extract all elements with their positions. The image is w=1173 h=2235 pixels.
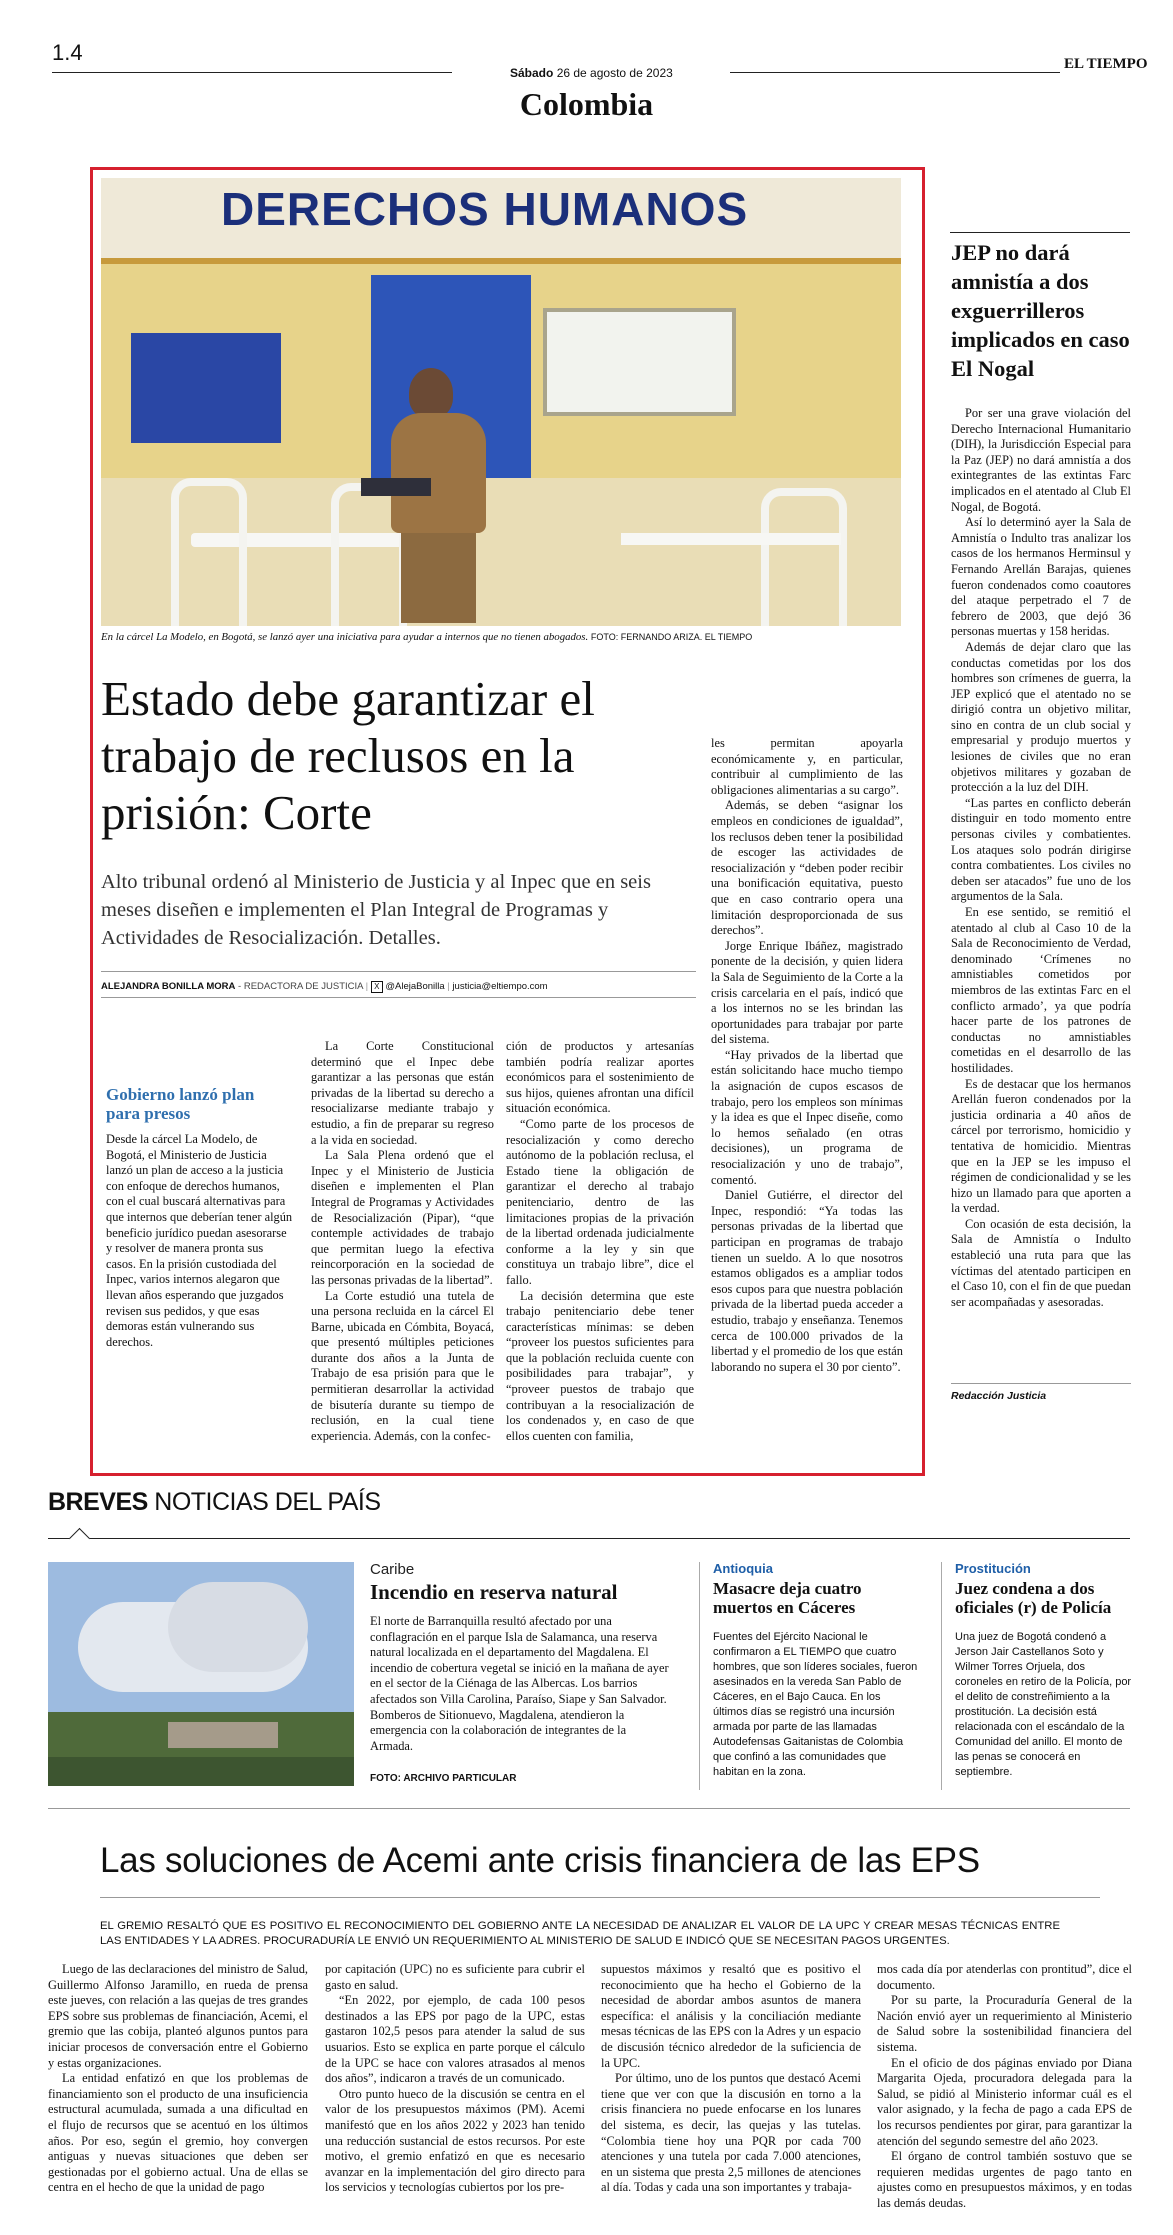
paragraph: La decisión determina que este trabajo penitenciario debe tener características mínimas: se deben “proveer los puestos suficientes para que la población recluida cuente con posibilidades para trabajar”, y “proveer puestos de trabajo que contribuyan a la resocialización de los condenados y, en caso de que ellos cuenten con familia, <box>506 1288 694 1443</box>
bottom-article-rule <box>48 1808 1130 1809</box>
breves-label-light: NOTICIAS DEL PAÍS <box>154 1488 381 1516</box>
paragraph: Con ocasión de esta decisión, la Sala de Amnistía o Indulto estableció una ruta para que las víctimas del atentado participen en el Caso 10, con el fin de que puedan ser acompañadas y asesoradas. <box>951 1216 1131 1309</box>
section-title: Colombia <box>519 86 654 122</box>
right-column-text <box>951 406 1131 1310</box>
signature-rule <box>951 1383 1131 1384</box>
paragraph: mos cada día por atenderlas con prontitud”, dice el documento. <box>877 1962 1132 1992</box>
bottom-headline-rule <box>100 1897 1100 1898</box>
breve-text-2: Fuentes del Ejército Nacional le confirmaron a EL TIEMPO que cuatro hombres, que son líderes sociales, fueron asesinados en la vereda San Pablo de Cáceres, en el Bajo Cauca. En los últimos días se registró una incursión armada por parte de las llamadas Autodefensas Gaitanistas de Colombia que confinó a las comunidades que habitan en la zona. <box>713 1631 918 1778</box>
right-signature: Redacción Justicia <box>951 1390 1047 1402</box>
bottom-column-1 <box>48 1962 308 2196</box>
paragraph: les permitan apoyarla económicamente y, en particular, contribuir al cumplimiento de las obligaciones alimentarias a su cargo”. <box>711 736 903 797</box>
main-headline: Estado debe garantizar el trabajo de reclusos en la prisión: Corte <box>101 671 595 840</box>
byline-name: ALEJANDRA BONILLA MORA <box>101 981 236 992</box>
paragraph: El órgano de control también sostuvo que se requieren medidas urgentes de pago tanto en ajustes como en presupuestos máximos, y en todas las demás deudas. <box>877 2149 1132 2210</box>
paragraph: Luego de las declaraciones del ministro de Salud, Guillermo Alfonso Jaramillo, en rueda de prensa este jueves, con relación a las quejas de tres grandes EPS sobre sus problemas de financiación, Acemi, el gremio que las cobija, planteó algunos puntos para iniciar procesos de conversación entre el Gobierno y estas organizaciones. <box>48 1962 308 2070</box>
paragraph: supuestos máximos y resaltó que es positivo el reconocimiento que ha hecho el Gobierno de la necesidad de abordar ambos asuntos de manera específica: el análisis y la conciliación mediante mesas técnicas de las EPS con la Adres y un espacio de discusión técnico alrededor de la suficiencia de la UPC. <box>601 1962 861 2070</box>
breve-region-1: Caribe <box>370 1561 415 1578</box>
date-rest: 26 de agosto de 2023 <box>556 66 673 80</box>
right-column-rule <box>950 232 1130 233</box>
breve-region-2: Antioquia <box>713 1561 773 1576</box>
paragraph: Por último, uno de los puntos que destacó Acemi tiene que ver con que la discusión en torno a la crisis financiera no puede enfocarse en los lunares del sistema, es decir, las quejas y las tutelas. “Colombia tiene hoy una PQR por cada 700 atenciones y una tutela por cada 7.000 atenciones, en un sistema que presta 2,5 millones de atenciones al día. Todas y cada una son importantes y trabaja- <box>601 2071 861 2195</box>
paragraph: “Como parte de los procesos de resocialización y como derecho autónomo de la población reclusa, el Estado tiene la obligación de garantizar el derecho al trabajo penitenciario, dentro de las limitaciones propias de la privación de la libertad ordenada judicialmente conforme a la ley y sin que constituya un trabajo libre”, dice el fallo. <box>506 1116 694 1287</box>
breve-text-1: El norte de Barranquilla resultó afectado por una conflagración en el parque Isla de Salamanca, una reserva natural localizada en el departamento del Magdalena. El incendio de cobertura vegetal se inició en la mañana de ayer en el sector de la Ciénaga de las Albercas. Los barrios afectados son Villa Carolina, Paraíso, Siape y San Salvador. Bomberos de Sitionuevo, Magdalena, atendieron la emergencia con la colaboración de integrantes de la Armada. <box>370 1614 669 1753</box>
paragraph: En el oficio de dos páginas enviado por Diana Margarita Ojeda, procuradora delegada para la Salud, se pidió al Ministerio informar cuál es el valor asignado, y la fecha de pago a cada EPS de los recursos pendientes por girar, para garantizar la atención del segundo semestre del año 2023. <box>877 2055 1132 2148</box>
paragraph: Es de destacar que los hermanos Arellán fueron condenados por la justicia ordinaria a 40 años de cárcel por terrorismo, homicidio y tentativa de homicidio. Mientras que en la JEP se les impuso el régimen de condicionalidad y se les hizo un llamado para que aporten a la verdad. <box>951 1076 1131 1216</box>
paragraph: “Las partes en conflicto deberán distinguir en todo momento entre personas civiles y combatientes. Los ataques solo podrán dirigirse contra combatientes. Los civiles no deben ser atacados” fue uno de los argumentos de la Sala. <box>951 795 1131 904</box>
byline-rule <box>101 971 696 972</box>
paragraph: Jorge Enrique Ibáñez, magistrado ponente de la decisión, y quien lidera la Sala de Seguimiento de la Corte a la crisis carcelaria en el país, indicó que a los internos no se les brindan las oportunidades para trabajar por parte del sistema. <box>711 938 903 1047</box>
paragraph: La Sala Plena ordenó que el Inpec y el Ministerio de Justicia diseñen e implementen el Plan Integral de Programas y Actividades de Resocialización (Pipar), “que contemple actividades de trabajo que permitan luego la efectiva reincorporación en la sociedad de las personas privadas de la libertad”. <box>311 1148 494 1287</box>
page-number: 1.4 <box>52 40 83 65</box>
paragraph: Daniel Gutiérre, el director del Inpec, respondió: “Ya todas las personas privadas de la libertad que participan en programas de trabajo tienen un sueldo. A lo que nosotros estamos obligados es a ampliar todos esos cupos para que nuestra población privada de la libertad pueda acceder a estudio, trabajo y enseñanza. Tenemos cerca de 100.000 privados de la libertad y el promedio de los que están laborando no supera el 30 por ciento”. <box>711 1188 903 1374</box>
breves-label-bold: BREVES <box>48 1488 148 1516</box>
breves-notch <box>69 1528 90 1549</box>
paragraph: En ese sentido, se remitió el atentado al club al Caso 10 de la Sala de Reconocimiento de Verdad, denominado ‘Crímenes no amnistiables cometidos por miembros de las extintas Farc en el conflicto armado’, ya que podría hacer parte de los patrones de conductas no amnistiables cometidas en el desarrollo de las hostilidades. <box>951 905 1131 1075</box>
caption-text: En la cárcel La Modelo, en Bogotá, se lanzó ayer una iniciativa para ayudar a internos que no tienen abogados. <box>101 631 589 643</box>
bottom-column-2 <box>325 1962 585 2196</box>
header-rule-left <box>52 72 452 73</box>
paragraph: La Corte estudió una tutela de una persona recluida en la cárcel El Barne, ubicada en Cómbita, Boyacá, que presentó múltiples peticiones durante dos años a la Junta de Trabajo de esa prisión para que le permitieran desarrollar la actividad de bisutería durante su tiempo de reclusión, en la cual tiene experiencia. Además, con la confec- <box>311 1288 494 1443</box>
breve-divider <box>699 1562 700 1790</box>
paragraph: Otro punto hueco de la discusión se centra en el valor de los presupuestos máximos (PM). Acemi manifestó que en los años 2022 y 2023 han tenido una reducción sustancial de estos recursos. Por este motivo, el gremio enfatizó en que es necesario avanzar en la implementación del giro directo para los servicios y tecnologías cubiertos por los pre- <box>325 2086 585 2195</box>
paragraph: La entidad enfatizó en que los problemas de financiamiento son el producto de una insuficiencia estructural acumulada, sumada a una dificultad en el flujo de recursos que se acentuó en los últimos años. Por eso, según el gremio, hoy convergen antiguas y nuevas situaciones que deben ser gestionadas por el gobierno actual. Una de ellas se centra en el hecho de que la unidad de pago <box>48 2071 308 2195</box>
byline: ALEJANDRA BONILLA MORA - REDACTORA DE JUSTICIA | X @AlejaBonilla | justicia@eltiempo.com <box>101 981 548 992</box>
caption-credit: FOTO: FERNANDO ARIZA. EL TIEMPO <box>590 632 753 642</box>
header-rule-right <box>730 72 1060 73</box>
paragraph: ción de productos y artesanías también podría realizar aportes económicos para el sostenimiento de sus hijos, quienes afrontan una difícil situación económica. <box>506 1039 694 1116</box>
breve-divider <box>941 1562 942 1790</box>
sidebar-text: Desde la cárcel La Modelo, de Bogotá, el Ministerio de Justicia lanzó un plan de acceso a la justicia con enfoque de derechos humanos, con el cual buscará alternativas para que internos que deberían tener algún beneficio jurídico puedan asesorarse y resolver de manera pronta sus casos. En la prisión custodiada del Inpec, varios internos alegaron que llevan años esperando que juzgados revisen sus pedidos, y que esas demoras están vulnerando sus derechos. <box>106 1132 293 1349</box>
byline-handle[interactable]: @AlejaBonilla <box>385 981 445 992</box>
breve-title-2: Masacre deja cuatro muertos en Cáceres <box>713 1579 862 1617</box>
bottom-headline: Las soluciones de Acemi ante crisis financiera de las EPS <box>100 1841 980 1880</box>
bottom-deck: EL GREMIO RESALTÓ QUE ES POSITIVO EL RECONOCIMIENTO DEL GOBIERNO ANTE LA NECESIDAD DE ANALIZAR EL VALOR DE LA UPC Y CREAR MESAS TÉCNICAS ENTRE LAS ENTIDADES Y LA ADRES. PROCURADURÍA LE ENVIÓ UN REQUERIMIENTO AL MINISTERIO DE SALUD E INDICÓ QUE SE NECESITAN PAGOS URGENTES. <box>100 1920 1060 1947</box>
breve-text-3: Una juez de Bogotá condenó a Jerson Jair Castellanos Soto y Wilmer Torres Orjuela, dos coroneles en retiro de la Policía, por el delito de constreñimiento a la prostitución. La decisión está relacionada con el escándalo de la Comunidad del anillo. El monto de las penas se conocerá en septiembre. <box>955 1631 1132 1778</box>
breve-region-3: Prostitución <box>955 1561 1031 1576</box>
breves-rule <box>48 1538 1130 1539</box>
paragraph: Además, se deben “asignar los empleos en condiciones de igualdad”, los reclusos deben tener la posibilidad de escoger las actividades de resocialización y “deben poder recibir una bonificación equitativa, puesto que en caso contrario opera una limitación desproporcionada de sus derechos”. <box>711 798 903 938</box>
right-headline: JEP no dará amnistía a dos exguerrilleros implicados en caso El Nogal <box>951 240 1130 381</box>
byline-role: - REDACTORA DE JUSTICIA <box>235 981 363 992</box>
photo-sign-text: DERECHOS HUMANOS <box>221 183 749 235</box>
byline-email[interactable]: justicia@eltiempo.com <box>452 981 548 992</box>
date-day: Sábado <box>510 66 554 80</box>
x-icon: X <box>371 981 383 993</box>
paragraph: La Corte Constitucional determinó que el Inpec debe garantizar a las personas que están privadas de la libertad su derecho a resocializarse mediante trabajo y estudio, a fin de preparar su regreso a la vida en sociedad. <box>311 1039 494 1147</box>
bottom-column-3 <box>601 1962 861 2196</box>
paragraph: Por su parte, la Procuraduría General de la Nación envió ayer un requerimiento al Ministerio de Salud sobre la sostenibilidad financiera del sistema. <box>877 1993 1132 2054</box>
brand-logo: EL TIEMPO <box>1064 56 1148 72</box>
header-date <box>510 66 673 80</box>
paragraph: “En 2022, por ejemplo, de cada 100 pesos destinados a las EPS por pago de la UPC, estas gastaron 102,5 pesos para atender la salud de sus usuarios. Esto se explica en parte porque el cálculo de la UPC se hace con valores atrasados al menos dos años”, indicaron a través de un comunicado. <box>325 1993 585 2086</box>
breves-label <box>48 1488 381 1517</box>
breve-title-1: Incendio en reserva natural <box>370 1580 618 1604</box>
bottom-column-4 <box>877 1962 1132 2212</box>
sidebar-title: Gobierno lanzó plan para presos <box>106 1085 255 1123</box>
article-column-2 <box>506 1039 694 1444</box>
breve-title-3: Juez condena a dos oficiales (r) de Policía <box>955 1579 1112 1617</box>
paragraph: Así lo determinó ayer la Sala de Amnistía o Indulto tras analizar los casos de los hermanos Herminsul y Fernando Arellán Barajas, quienes fueron condenados como coautores del ataque perpetrado el 7 de febrero de 2003, que dejó 36 personas muertas y 158 heridas. <box>951 515 1131 639</box>
main-subhead: Alto tribunal ordenó al Ministerio de Justicia y al Inpec que en seis meses diseñen e implementen el Plan Integral de Programas y Actividades de Resocialización. Detalles. <box>101 871 651 949</box>
photo-caption <box>101 631 901 643</box>
breve-photo <box>48 1562 354 1786</box>
paragraph: Por ser una grave violación del Derecho Internacional Humanitario (DIH), la Jurisdicción Especial para la Paz (JEP) no dará amnistía a dos exintegrantes de las extintas Farc implicados en el atentado al Club El Nogal, de Bogotá. <box>951 406 1131 514</box>
main-photo <box>101 178 901 626</box>
article-column-1 <box>311 1039 494 1444</box>
paragraph: Además de dejar claro que las conductas cometidas por los dos hombres son crímenes de guerra, la JEP explicó que el atentado no se dirigió contra un objetivo militar, sino en contra de un club social y empresarial y produjo muertos y lesiones de civiles que no eran objetivos militares y gozaban de protección a la luz del DIH. <box>951 639 1131 795</box>
byline-rule-bottom <box>101 997 696 998</box>
paragraph: por capitación (UPC) no es suficiente para cubrir el gasto en salud. <box>325 1962 585 1992</box>
breve-credit-1: FOTO: ARCHIVO PARTICULAR <box>370 1773 517 1784</box>
article-column-3 <box>711 736 903 1375</box>
paragraph: “Hay privados de la libertad que están solicitando hace mucho tiempo la asignación de cupos escasos de trabajo, pero los empleos son mínimas y la idea es que el Inpec diseñe, como lo hemos señalado (en otras decisiones), un programa de resocialización y uno de trabajo”, comentó. <box>711 1047 903 1187</box>
